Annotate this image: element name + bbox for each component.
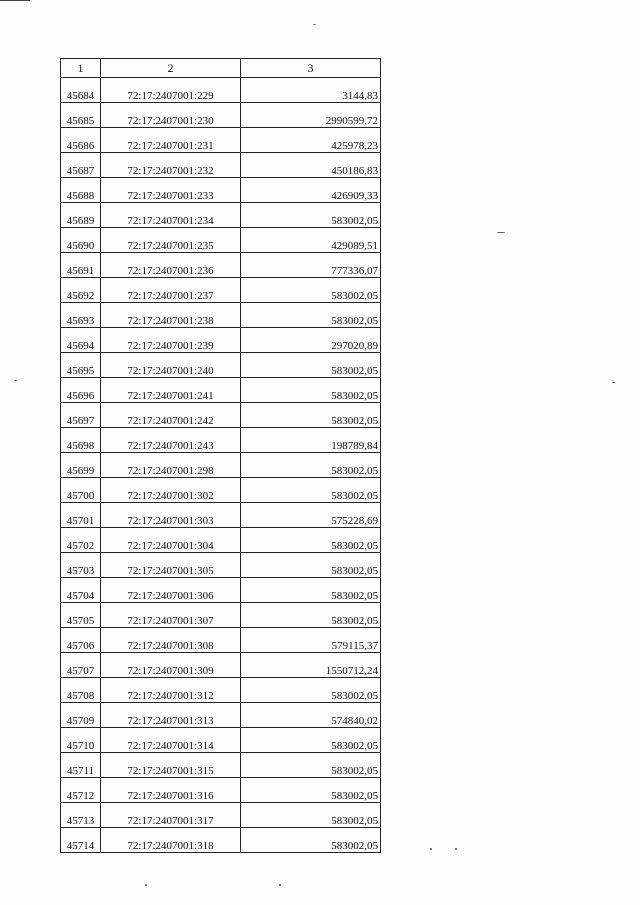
cadastral-id-cell: 72:17:2407001:313 <box>101 703 241 728</box>
cadastral-id-cell: 72:17:2407001:317 <box>101 803 241 828</box>
row-number-cell: 45710 <box>61 728 101 753</box>
cadastral-id-cell: 72:17:2407001:229 <box>101 78 241 103</box>
table-row <box>61 653 381 678</box>
table-header-row <box>61 59 381 78</box>
column-header-cadastral-id: 2 <box>101 59 241 78</box>
table-row <box>61 828 381 853</box>
value-cell: 583002,05 <box>241 203 381 228</box>
table-row <box>61 378 381 403</box>
table-row <box>61 553 381 578</box>
table-row <box>61 753 381 778</box>
table-row <box>61 78 381 103</box>
cadastral-id-cell: 72:17:2407001:318 <box>101 828 241 853</box>
cadastral-id-cell: 72:17:2407001:316 <box>101 778 241 803</box>
row-number-cell: 45693 <box>61 303 101 328</box>
table-row <box>61 503 381 528</box>
cadastral-id-cell: 72:17:2407001:304 <box>101 528 241 553</box>
cadastral-id-cell: 72:17:2407001:236 <box>101 253 241 278</box>
table-row <box>61 628 381 653</box>
value-cell: 429089,51 <box>241 228 381 253</box>
row-number-cell: 45705 <box>61 603 101 628</box>
cadastral-id-cell: 72:17:2407001:315 <box>101 753 241 778</box>
cadastral-value-table <box>60 58 381 853</box>
row-number-cell: 45684 <box>61 78 101 103</box>
cadastral-id-cell: 72:17:2407001:298 <box>101 453 241 478</box>
cadastral-id-cell: 72:17:2407001:309 <box>101 653 241 678</box>
cadastral-id-cell: 72:17:2407001:234 <box>101 203 241 228</box>
value-cell: 583002,05 <box>241 353 381 378</box>
column-header-value: 3 <box>241 59 381 78</box>
cadastral-id-cell: 72:17:2407001:306 <box>101 578 241 603</box>
value-cell: 574840,02 <box>241 703 381 728</box>
table-row <box>61 278 381 303</box>
row-number-cell: 45690 <box>61 228 101 253</box>
value-cell: 450186,83 <box>241 153 381 178</box>
cadastral-id-cell: 72:17:2407001:233 <box>101 178 241 203</box>
table-row <box>61 353 381 378</box>
table-body <box>61 78 381 853</box>
cadastral-id-cell: 72:17:2407001:240 <box>101 353 241 378</box>
cadastral-id-cell: 72:17:2407001:232 <box>101 153 241 178</box>
row-number-cell: 45695 <box>61 353 101 378</box>
table-row <box>61 678 381 703</box>
row-number-cell: 45691 <box>61 253 101 278</box>
table-row <box>61 178 381 203</box>
column-header-number: 1 <box>61 59 101 78</box>
value-cell: 297020,89 <box>241 328 381 353</box>
value-cell: 198789,84 <box>241 428 381 453</box>
row-number-cell: 45713 <box>61 803 101 828</box>
row-number-cell: 45704 <box>61 578 101 603</box>
value-cell: 2990599,72 <box>241 103 381 128</box>
value-cell: 583002,05 <box>241 528 381 553</box>
value-cell: 583002,05 <box>241 753 381 778</box>
value-cell: 1550712,24 <box>241 653 381 678</box>
row-number-cell: 45707 <box>61 653 101 678</box>
row-number-cell: 45685 <box>61 103 101 128</box>
cadastral-id-cell: 72:17:2407001:239 <box>101 328 241 353</box>
value-cell: 583002,05 <box>241 778 381 803</box>
scan-speck <box>279 884 281 886</box>
cadastral-id-cell: 72:17:2407001:312 <box>101 678 241 703</box>
row-number-cell: 45708 <box>61 678 101 703</box>
value-cell: 583002,05 <box>241 453 381 478</box>
value-cell: 583002,05 <box>241 378 381 403</box>
row-number-cell: 45709 <box>61 703 101 728</box>
table-row <box>61 303 381 328</box>
cadastral-id-cell: 72:17:2407001:243 <box>101 428 241 453</box>
table-row <box>61 253 381 278</box>
row-number-cell: 45692 <box>61 278 101 303</box>
value-cell: 583002,05 <box>241 478 381 503</box>
scan-speck <box>430 848 432 850</box>
row-number-cell: 45714 <box>61 828 101 853</box>
value-cell: 425978,23 <box>241 128 381 153</box>
value-cell: 583002,05 <box>241 403 381 428</box>
row-number-cell: 45694 <box>61 328 101 353</box>
cadastral-id-cell: 72:17:2407001:237 <box>101 278 241 303</box>
value-cell: 426909,33 <box>241 178 381 203</box>
row-number-cell: 45686 <box>61 128 101 153</box>
table-row <box>61 328 381 353</box>
cadastral-id-cell: 72:17:2407001:307 <box>101 603 241 628</box>
table-row <box>61 603 381 628</box>
cadastral-id-cell: 72:17:2407001:305 <box>101 553 241 578</box>
row-number-cell: 45696 <box>61 378 101 403</box>
scan-speck <box>313 24 316 25</box>
table-row <box>61 778 381 803</box>
table-row <box>61 478 381 503</box>
row-number-cell: 45699 <box>61 453 101 478</box>
table-row <box>61 153 381 178</box>
scan-speck <box>14 380 17 381</box>
scan-speck <box>145 884 147 886</box>
scan-speck <box>497 232 505 233</box>
table-row <box>61 578 381 603</box>
row-number-cell: 45688 <box>61 178 101 203</box>
row-number-cell: 45697 <box>61 403 101 428</box>
cadastral-id-cell: 72:17:2407001:303 <box>101 503 241 528</box>
row-number-cell: 45689 <box>61 203 101 228</box>
row-number-cell: 45711 <box>61 753 101 778</box>
row-number-cell: 45702 <box>61 528 101 553</box>
cadastral-id-cell: 72:17:2407001:314 <box>101 728 241 753</box>
cadastral-id-cell: 72:17:2407001:230 <box>101 103 241 128</box>
cadastral-id-cell: 72:17:2407001:241 <box>101 378 241 403</box>
value-cell: 583002,05 <box>241 303 381 328</box>
value-cell: 583002,05 <box>241 553 381 578</box>
cadastral-id-cell: 72:17:2407001:242 <box>101 403 241 428</box>
value-cell: 583002,05 <box>241 828 381 853</box>
value-cell: 583002,05 <box>241 678 381 703</box>
value-cell: 3144,83 <box>241 78 381 103</box>
table-row <box>61 403 381 428</box>
value-cell: 579115,37 <box>241 628 381 653</box>
row-number-cell: 45706 <box>61 628 101 653</box>
row-number-cell: 45700 <box>61 478 101 503</box>
table-row <box>61 428 381 453</box>
row-number-cell: 45698 <box>61 428 101 453</box>
value-cell: 583002,05 <box>241 578 381 603</box>
row-number-cell: 45701 <box>61 503 101 528</box>
value-cell: 583002,05 <box>241 278 381 303</box>
top-edge-rule <box>0 0 30 1</box>
cadastral-id-cell: 72:17:2407001:231 <box>101 128 241 153</box>
value-cell: 583002,05 <box>241 603 381 628</box>
table-row <box>61 528 381 553</box>
table-row <box>61 128 381 153</box>
value-cell: 777336,07 <box>241 253 381 278</box>
cadastral-id-cell: 72:17:2407001:238 <box>101 303 241 328</box>
cadastral-id-cell: 72:17:2407001:235 <box>101 228 241 253</box>
row-number-cell: 45703 <box>61 553 101 578</box>
table-row <box>61 228 381 253</box>
table-row <box>61 203 381 228</box>
table-row <box>61 728 381 753</box>
cadastral-id-cell: 72:17:2407001:308 <box>101 628 241 653</box>
scan-speck <box>612 382 615 383</box>
table-row <box>61 703 381 728</box>
table-row <box>61 103 381 128</box>
value-cell: 583002,05 <box>241 728 381 753</box>
row-number-cell: 45687 <box>61 153 101 178</box>
scan-speck <box>455 848 457 850</box>
cadastral-id-cell: 72:17:2407001:302 <box>101 478 241 503</box>
row-number-cell: 45712 <box>61 778 101 803</box>
value-cell: 583002,05 <box>241 803 381 828</box>
table-row <box>61 453 381 478</box>
value-cell: 575228,69 <box>241 503 381 528</box>
table-row <box>61 803 381 828</box>
